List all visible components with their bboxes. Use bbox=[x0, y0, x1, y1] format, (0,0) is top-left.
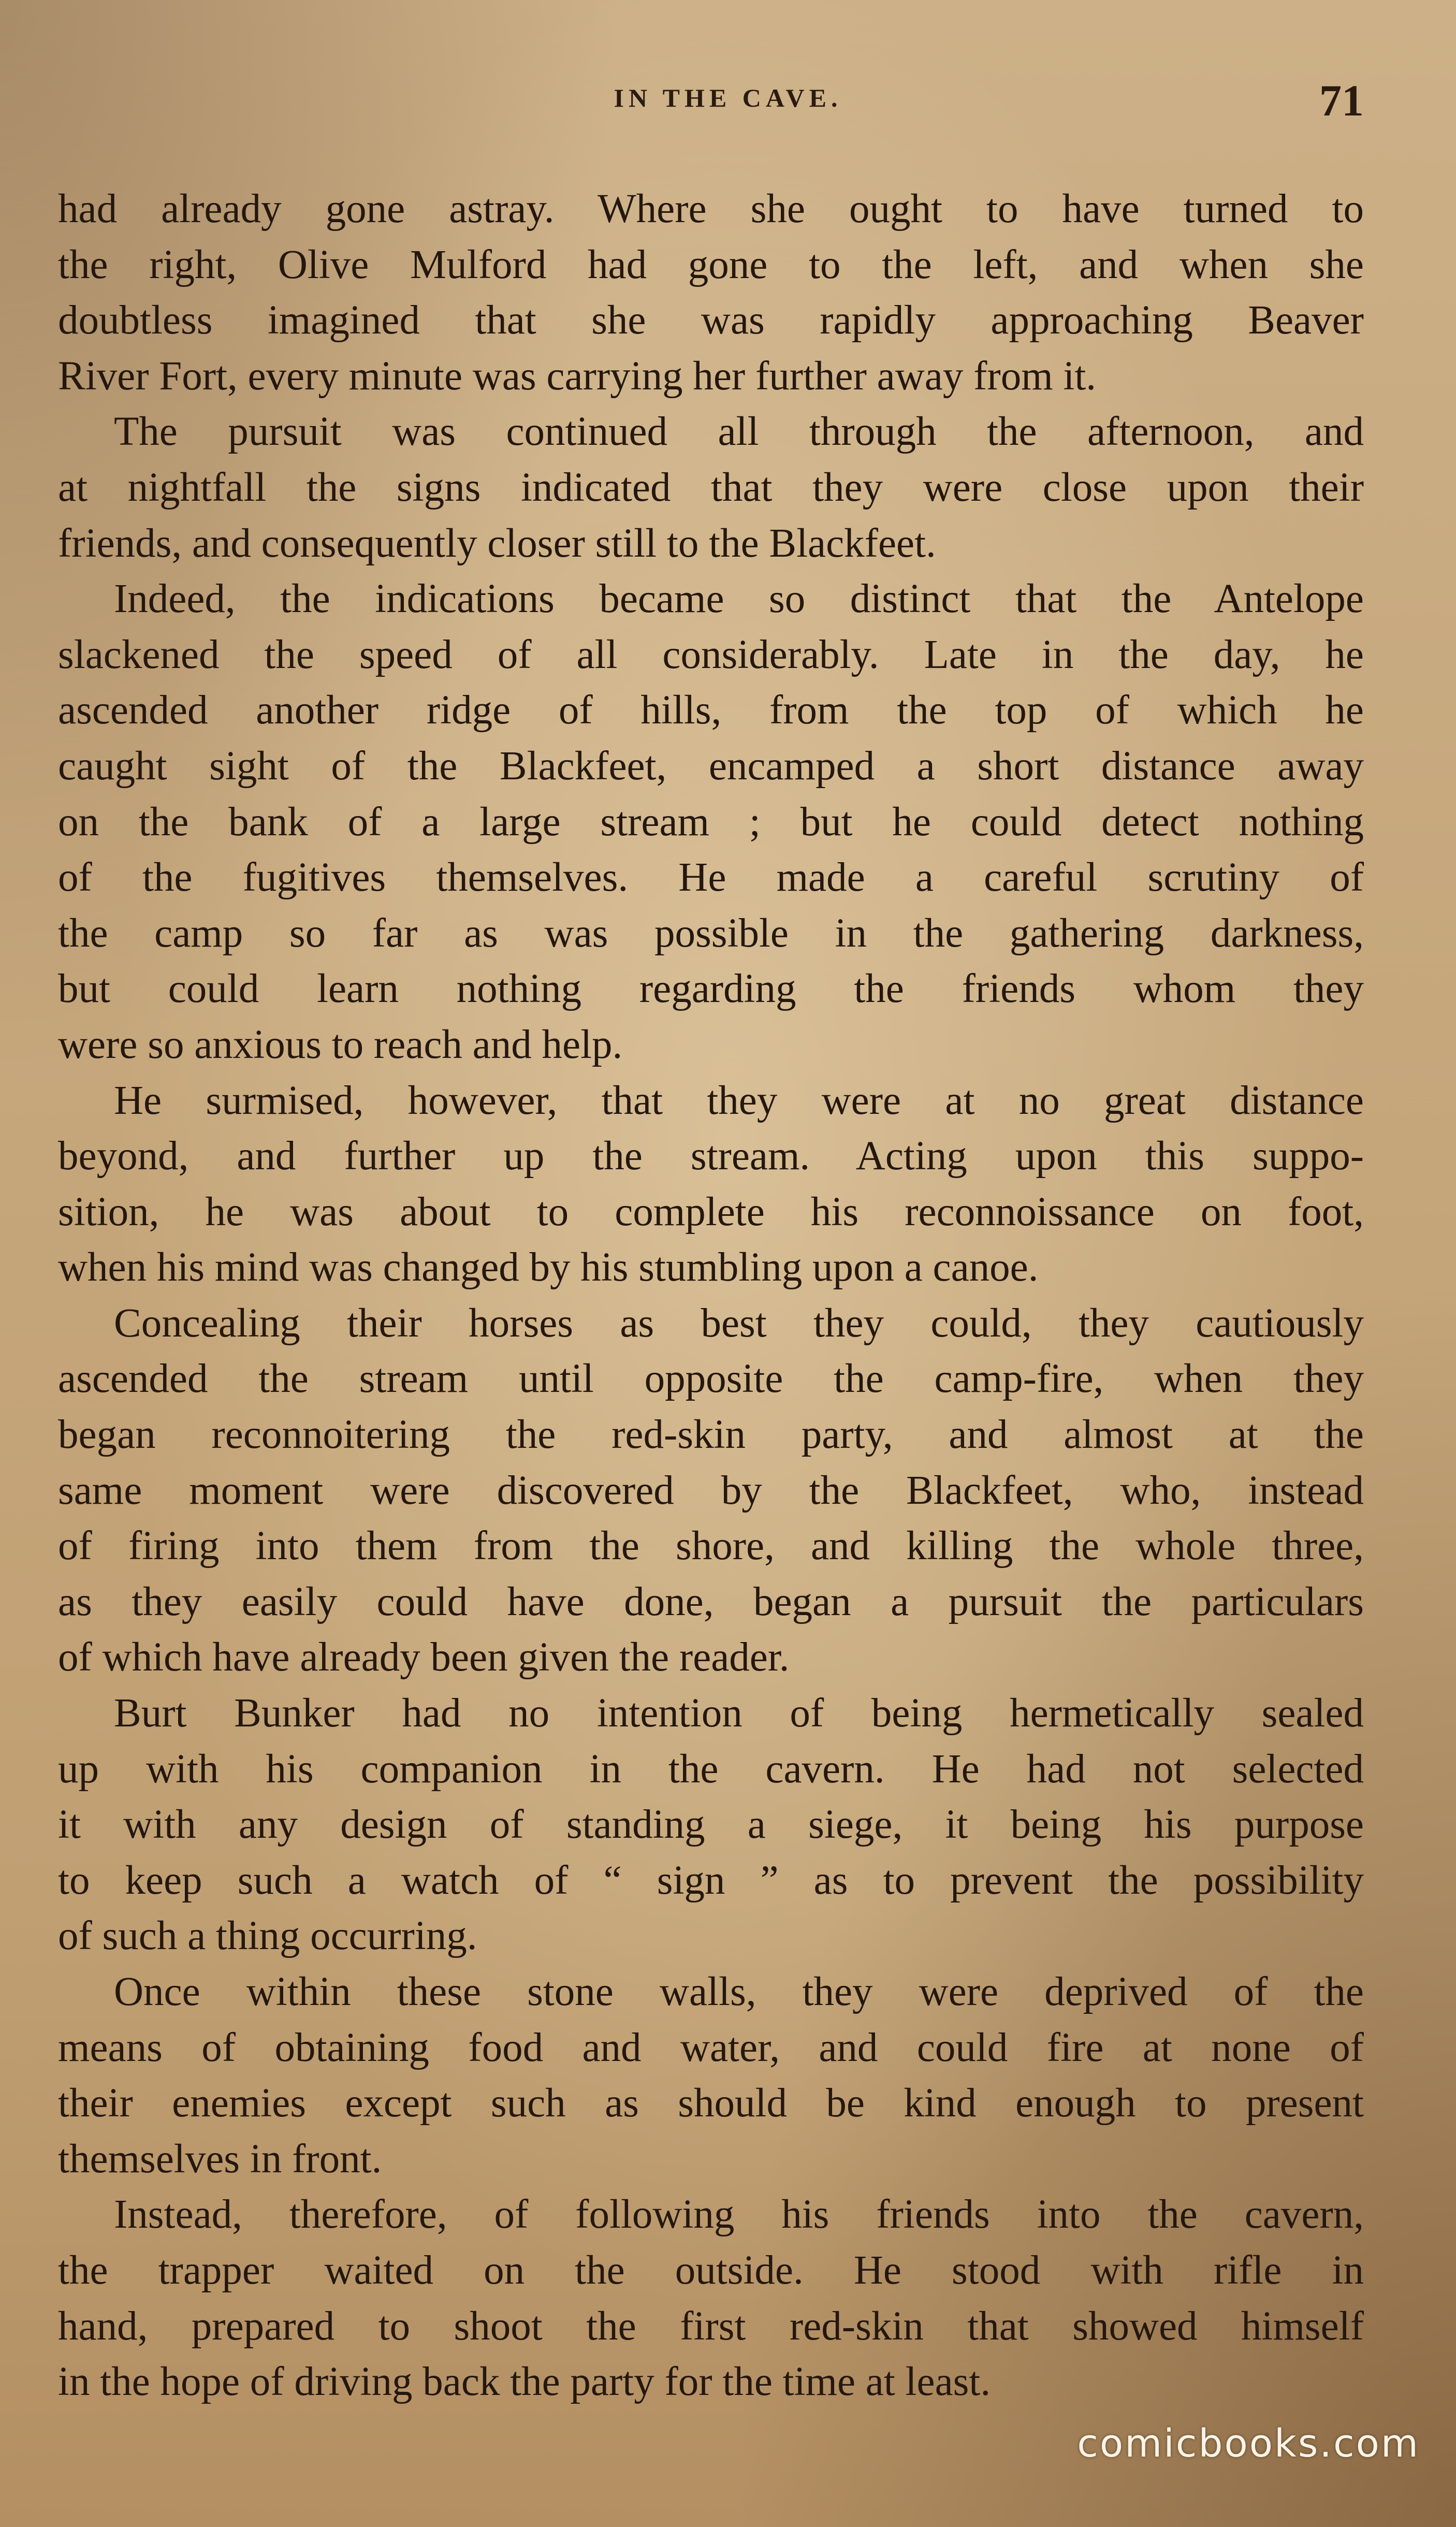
body-text bbox=[58, 181, 1364, 2410]
text-line: themselves in front. bbox=[58, 2136, 382, 2182]
text-line: up with his companion in the cavern. He had not selected bbox=[58, 1746, 1364, 1792]
text-line: of such a thing occurring. bbox=[58, 1913, 477, 1959]
text-line: friends, and consequently closer still to the Blackfeet. bbox=[58, 520, 936, 566]
watermark: comicbooks.com bbox=[1077, 2421, 1420, 2466]
text-line: He surmised, however, that they were at no great distance bbox=[114, 1078, 1364, 1123]
text-line: ascended the stream until opposite the camp-fire, when they bbox=[58, 1356, 1364, 1402]
text-line: means of obtaining food and water, and could fire at none of bbox=[58, 2025, 1364, 2070]
text-line: slackened the speed of all considerably. Late in the day, he bbox=[58, 632, 1364, 677]
text-line: River Fort, every minute was carrying her further away from it. bbox=[58, 353, 1097, 399]
text-line: of the fugitives themselves. He made a careful scrutiny of bbox=[58, 855, 1364, 901]
text-line: the camp so far as was possible in the gathering darkness, bbox=[58, 910, 1364, 956]
text-line: Indeed, the indications became so distinct that the Antelope bbox=[114, 576, 1364, 622]
text-line: it with any design of standing a siege, it being his purpose bbox=[58, 1802, 1364, 1848]
text-line: when his mind was changed by his stumbling upon a canoe. bbox=[58, 1245, 1039, 1290]
text-line: Burt Bunker had no intention of being hermetically sealed bbox=[114, 1691, 1364, 1736]
text-line: as they easily could have done, began a pursuit the particulars bbox=[58, 1579, 1364, 1624]
text-line: the trapper waited on the outside. He stood with rifle in bbox=[58, 2247, 1364, 2293]
text-line: caught sight of the Blackfeet, encamped a short distance away bbox=[58, 743, 1364, 789]
text-line: had already gone astray. Where she ought to have turned to bbox=[58, 186, 1364, 231]
text-line: were so anxious to reach and help. bbox=[58, 1022, 623, 1067]
text-line: sition, he was about to complete his reconnoissance on foot, bbox=[58, 1189, 1364, 1235]
text-line: Concealing their horses as best they could, they cautiously bbox=[114, 1300, 1364, 1346]
text-line: The pursuit was continued all through the afternoon, and bbox=[114, 409, 1364, 455]
text-line: Instead, therefore, of following his friends into the cavern, bbox=[114, 2192, 1364, 2238]
running-title: IN THE CAVE. bbox=[614, 83, 842, 112]
text-line: to keep such a watch of “ sign ” as to prevent the possibility bbox=[58, 1857, 1364, 1903]
text-line: on the bank of a large stream ; but he could detect nothing bbox=[58, 799, 1364, 845]
text-line: of firing into them from the shore, and killing the whole three, bbox=[58, 1523, 1364, 1569]
text-line: same moment were discovered by the Blackfeet, who, instead bbox=[58, 1468, 1364, 1513]
page-number: 71 bbox=[1319, 76, 1364, 125]
text-line: of which have already been given the reader. bbox=[58, 1635, 790, 1680]
text-line: hand, prepared to shoot the first red-skin that showed himself bbox=[58, 2303, 1364, 2349]
text-line: but could learn nothing regarding the friends whom they bbox=[58, 966, 1364, 1012]
text-line: beyond, and further up the stream. Acting upon this suppo- bbox=[58, 1134, 1364, 1179]
text-line: at nightfall the signs indicated that they were close upon their bbox=[58, 464, 1364, 510]
text-line: in the hope of driving back the party for the time at least. bbox=[58, 2359, 991, 2405]
text-line: began reconnoitering the red-skin party, and almost at the bbox=[58, 1412, 1364, 1458]
page-header bbox=[0, 78, 1456, 129]
text-line: Once within these stone walls, they were deprived of the bbox=[114, 1969, 1364, 2014]
text-line: the right, Olive Mulford had gone to the left, and when she bbox=[58, 242, 1364, 287]
text-line: ascended another ridge of hills, from the top of which he bbox=[58, 688, 1364, 733]
text-line: doubtless imagined that she was rapidly approaching Beaver bbox=[58, 298, 1364, 343]
text-line: their enemies except such as should be kind enough to present bbox=[58, 2081, 1364, 2126]
